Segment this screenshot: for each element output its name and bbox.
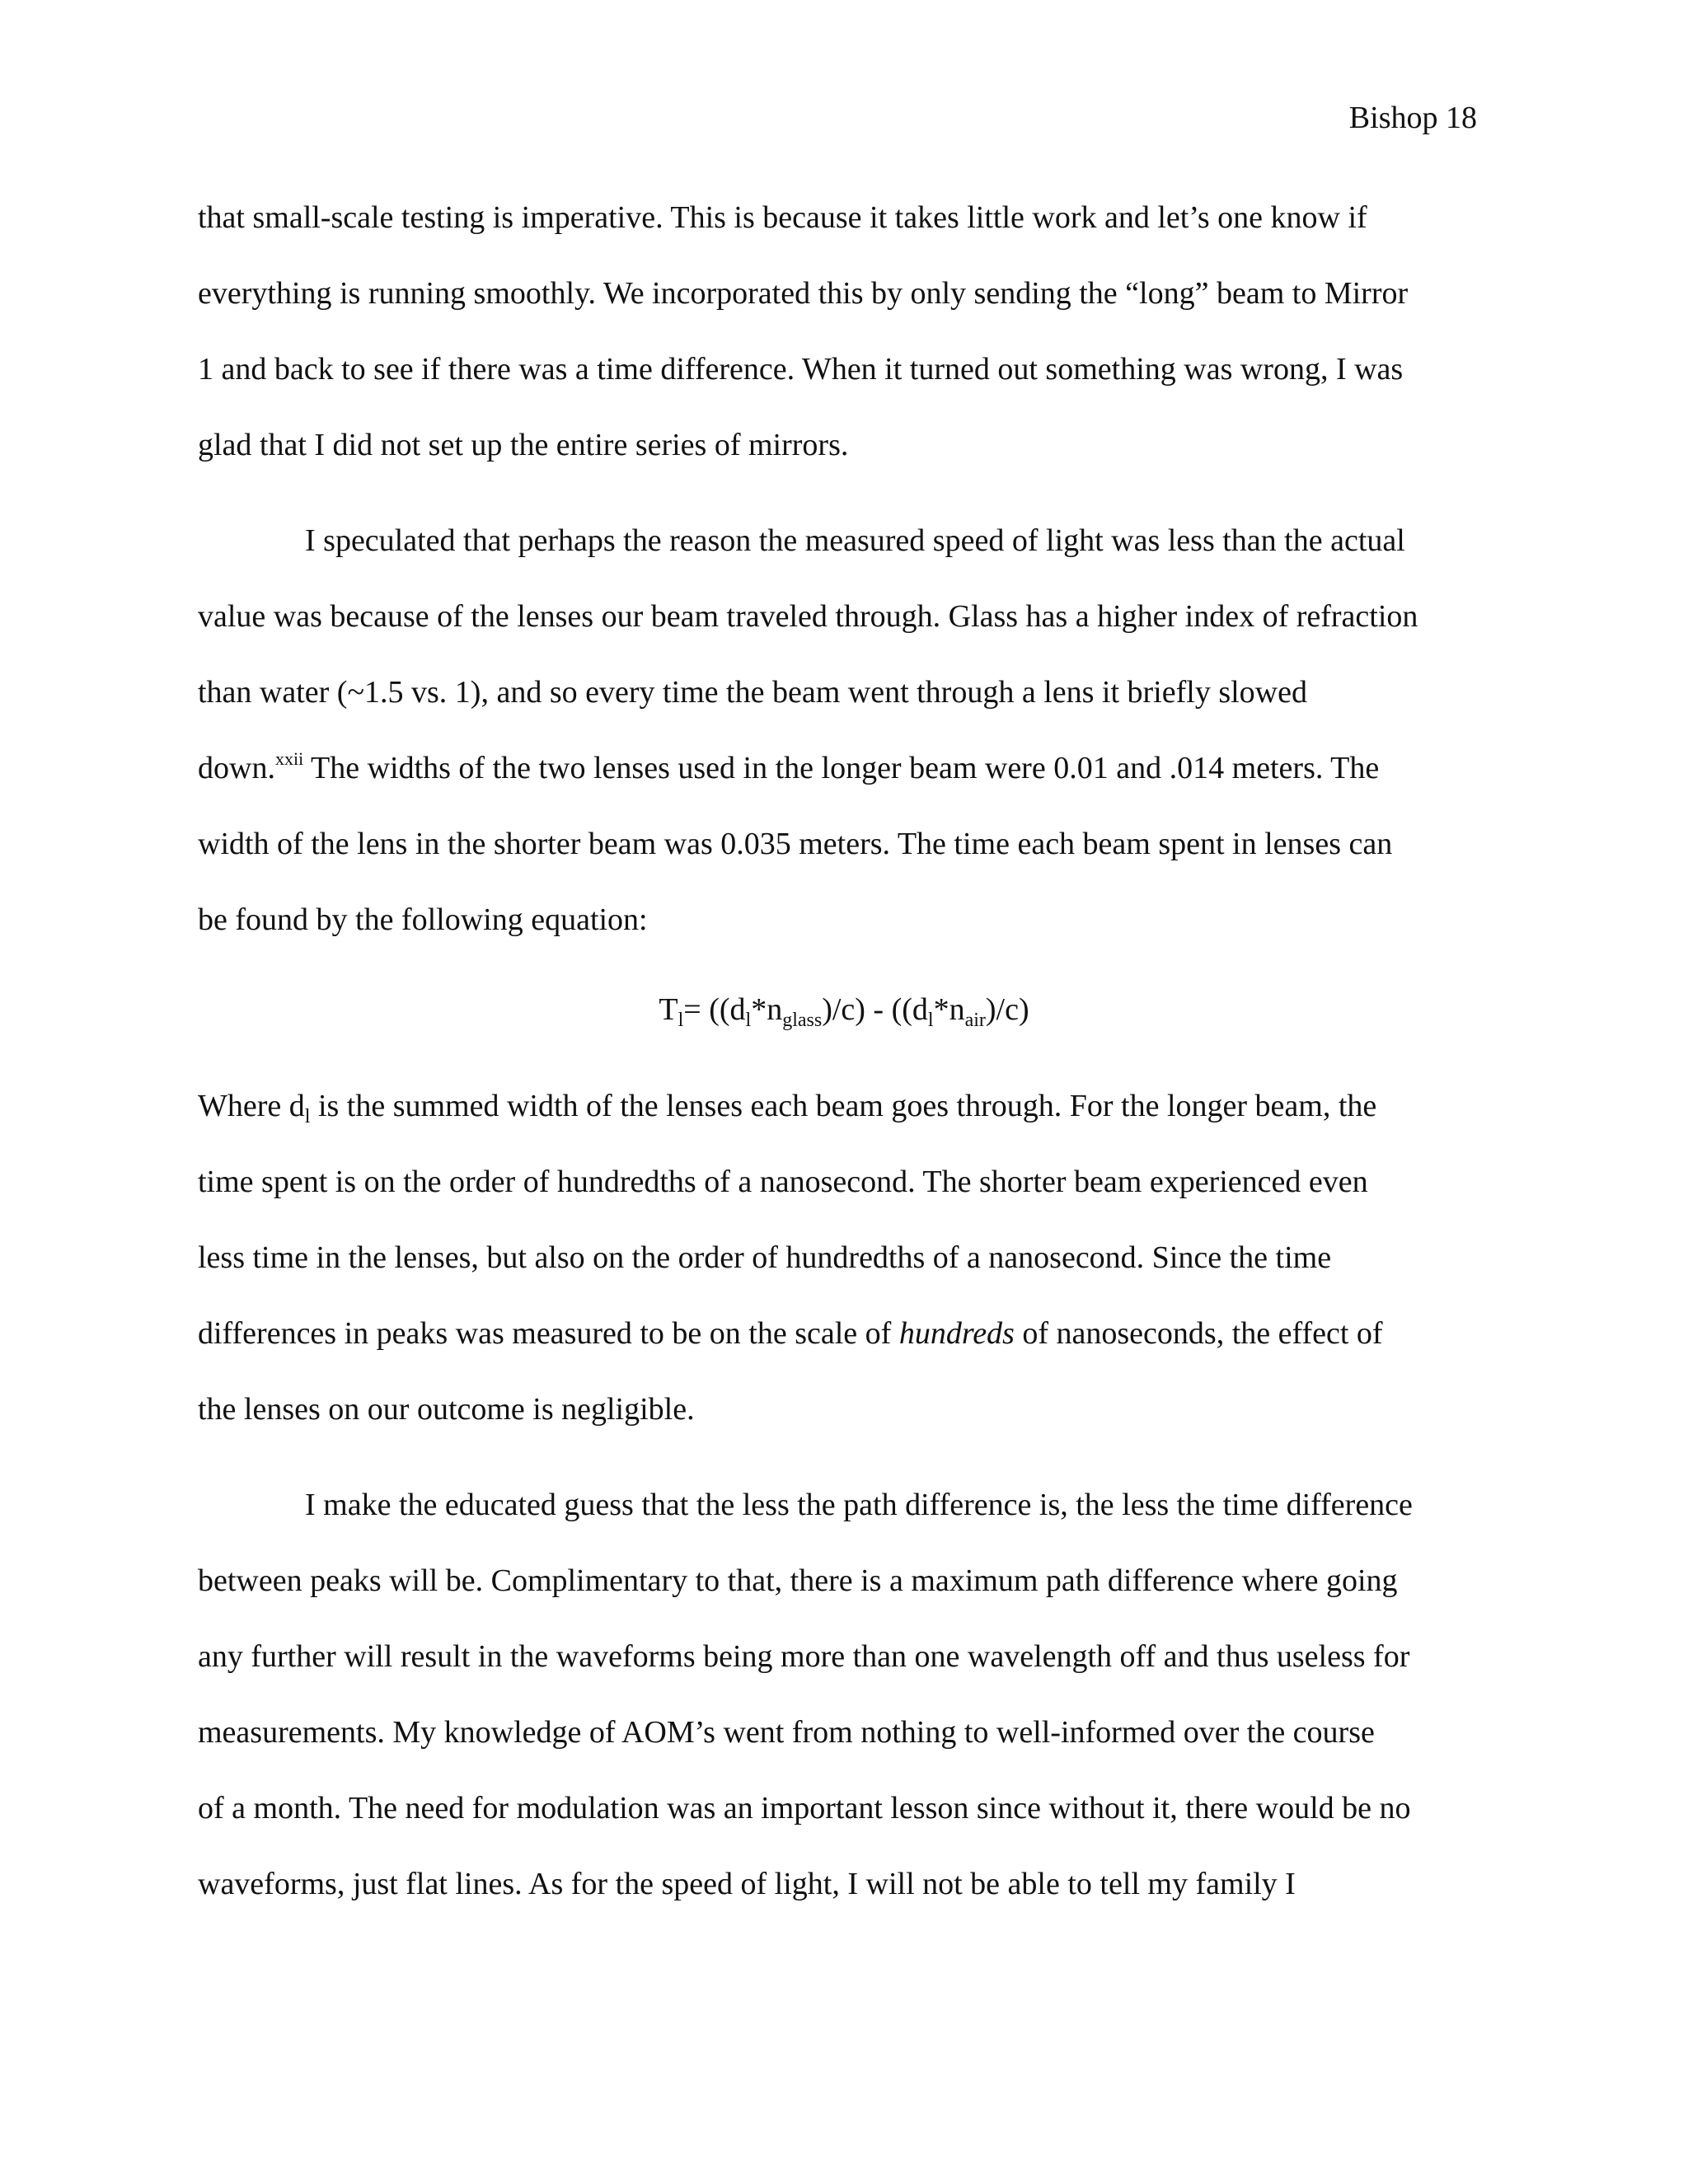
- eq-subscript: l: [745, 1010, 752, 1031]
- eq-part: *n: [751, 992, 783, 1027]
- text-line: [198, 1296, 1493, 1371]
- eq-subscript: l: [927, 1010, 934, 1031]
- text-line: be found by the following equation:: [198, 902, 648, 937]
- text-line: everything is running smoothly. We incorporated this by only sending the “long” beam to Mirror: [198, 276, 1409, 311]
- paragraph-1: [198, 180, 1493, 483]
- text-line: of a month. The need for modulation was an important lesson since without it, there would be no: [198, 1791, 1411, 1825]
- text-line: value was because of the lenses our beam traveled through. Glass has a higher index of refraction: [198, 599, 1418, 634]
- text-line: I make the educated guess that the less the path difference is, the less the time difference: [305, 1488, 1413, 1522]
- eq-subscript: l: [304, 1106, 311, 1127]
- eq-subscript: glass: [782, 1010, 823, 1031]
- text-line: that small-scale testing is imperative. This is because it takes little work and let’s one know if: [198, 200, 1367, 235]
- text-line: measurements. My knowledge of AOM’s went from nothing to well-informed over the course: [198, 1715, 1375, 1750]
- eq-part: )/c) - ((d: [822, 992, 928, 1027]
- eq-part: = ((d: [683, 992, 746, 1027]
- text-line: I speculated that perhaps the reason the measured speed of light was less than the actual: [305, 523, 1405, 558]
- text-fragment: The widths of the two lenses used in the longer beam were 0.01 and .014 meters. The: [303, 751, 1380, 785]
- text-line: time spent is on the order of hundredths of a nanosecond. The shorter beam experienced even: [198, 1165, 1368, 1199]
- paragraph-2: [198, 503, 1493, 958]
- page-header: Bishop 18: [1348, 101, 1477, 135]
- text-line: less time in the lenses, but also on the order of hundredths of a nanosecond. Since the time: [198, 1240, 1332, 1275]
- text-fragment: down.: [198, 751, 275, 785]
- text-fragment: differences in peaks was measured to be on the scale of: [198, 1316, 899, 1351]
- paragraph-3: [198, 1068, 1493, 1447]
- text-line: 1 and back to see if there was a time difference. When it turned out something was wrong, I was: [198, 352, 1404, 387]
- lens-time-equation: [0, 989, 1688, 1030]
- text-line: than water (~1.5 vs. 1), and so every time the beam went through a lens it briefly slowed: [198, 675, 1307, 710]
- emphasis: hundreds: [898, 1316, 1015, 1351]
- text-fragment: is the summed width of the lenses each beam goes through. For the longer beam, the: [310, 1089, 1377, 1123]
- endnote-marker: xxii: [274, 748, 304, 769]
- eq-symbol: T: [659, 992, 678, 1027]
- text-fragment: Where d: [198, 1089, 305, 1123]
- text-line: between peaks will be. Complimentary to that, there is a maximum path difference where going: [198, 1563, 1398, 1598]
- paragraph-4: [198, 1467, 1493, 1922]
- text-line: the lenses on our outcome is negligible.: [198, 1392, 695, 1427]
- text-line: waveforms, just flat lines. As for the speed of light, I will not be able to tell my family I: [198, 1867, 1296, 1901]
- text-line: width of the lens in the shorter beam was 0.035 meters. The time each beam spent in lenses can: [198, 827, 1393, 861]
- text-fragment: of nanoseconds, the effect of: [1014, 1316, 1383, 1351]
- text-line: [198, 730, 1493, 806]
- eq-part: )/c): [985, 992, 1029, 1027]
- text-line: [198, 1068, 1493, 1144]
- eq-subscript: l: [678, 1010, 684, 1031]
- eq-subscript: air: [964, 1010, 986, 1031]
- text-line: any further will result in the waveforms being more than one wavelength off and thus useless for: [198, 1639, 1410, 1674]
- text-line: glad that I did not set up the entire series of mirrors.: [198, 428, 849, 462]
- eq-part: *n: [933, 992, 965, 1027]
